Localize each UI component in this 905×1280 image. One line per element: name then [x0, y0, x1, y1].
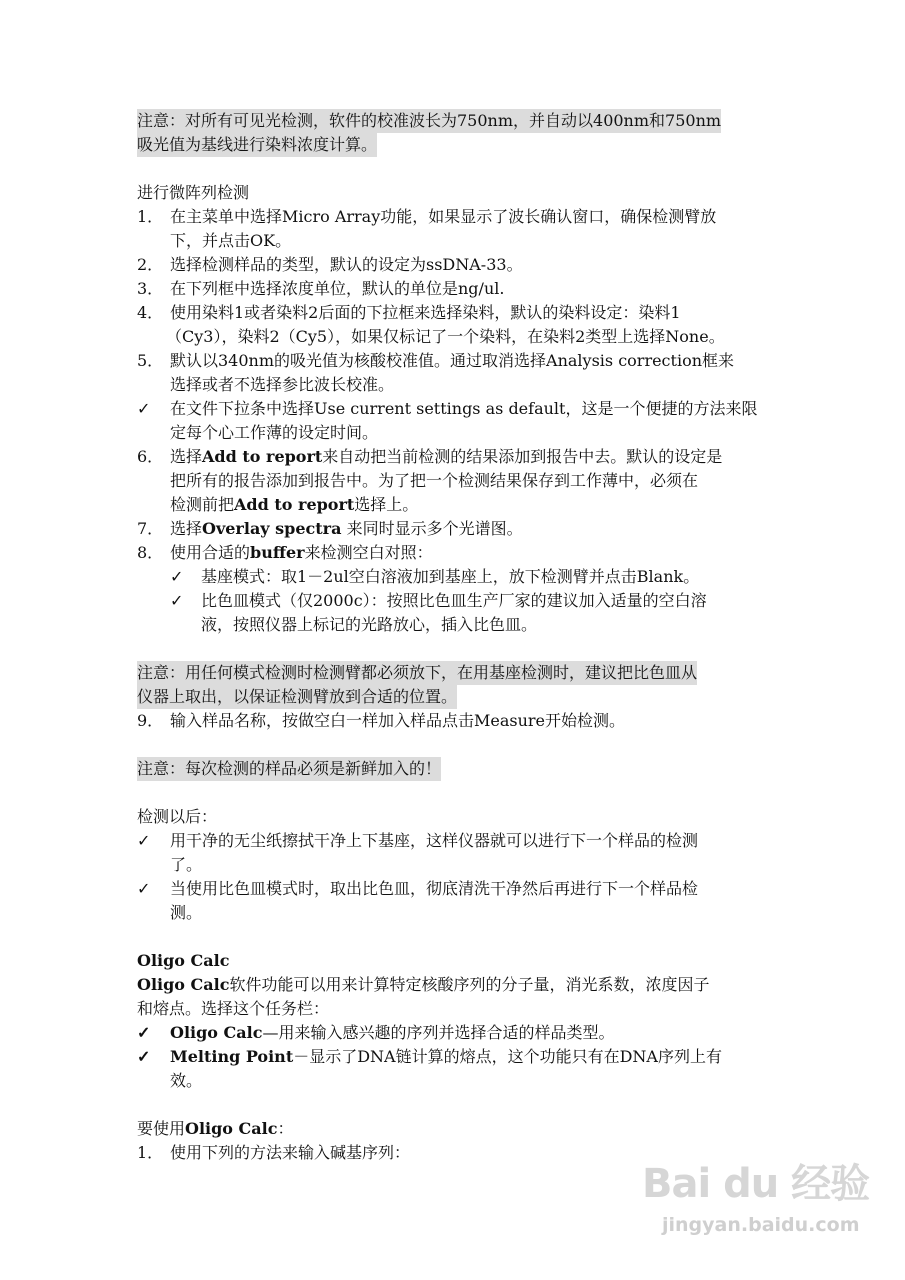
oligo-check-1-text: —用来输入感兴趣的序列并选择合适的样品类型。 [262, 1023, 615, 1042]
item-6-line-3 [170, 493, 418, 517]
item-1-line-2: 下，并点击OK。 [170, 231, 292, 250]
item-8-bold: buffer [250, 543, 305, 562]
item-6-bold-a: Add to report [202, 447, 323, 466]
item-4-line-1: 使用染料1或者染料2后面的下拉框来选择染料，默认的染料设定：染料1 [170, 303, 681, 322]
check-icon: ✓ [137, 831, 151, 850]
item-6-text-a: 选择 [170, 447, 203, 466]
oligo-intro-line-1 [137, 973, 709, 997]
oligo-check-2-text: －显示了DNA链计算的熔点，这个功能只有在DNA序列上有 [293, 1047, 722, 1066]
item-5-number: 5． [137, 351, 164, 370]
item-3-line-1: 在下列框中选择浓度单位，默认的单位是ng/ul. [170, 279, 505, 298]
item-7-line-1 [170, 517, 523, 541]
item-6-number: 6． [137, 447, 164, 466]
oligo-title: Oligo Calc [137, 951, 230, 970]
oligo-check-1-bold: Oligo Calc [170, 1023, 263, 1042]
item-1-line-1: 在主菜单中选择Micro Array功能，如果显示了波长确认窗口，确保检测臂放 [170, 207, 717, 226]
item-4-line-2: （Cy3），染料2（Cy5），如果仅标记了一个染料，在染料2类型上选择None。 [166, 327, 725, 346]
item-5-line-1: 默认以340nm的吸光值为核酸校准值。通过取消选择Analysis correction框来 [170, 351, 735, 370]
oligo-use-text-a: 要使用 [137, 1119, 186, 1138]
note-2-line-1: 注意：用任何模式检测时检测臂都必须放下，在用基座检测时，建议把比色皿从 [137, 661, 697, 685]
sub-2-line-2: 液，按照仪器上标记的光路放心，插入比色皿。 [201, 615, 538, 634]
oligo-intro-bold: Oligo Calc [137, 975, 230, 994]
after-2-line-2: 测。 [170, 903, 203, 922]
item-8-number: 8． [137, 543, 164, 562]
item-6-text-c: 检测前把 [170, 495, 235, 514]
item-7-text-b: 来同时显示多个光谱图。 [341, 519, 523, 538]
oligo-check-2-bold: Melting Point [170, 1047, 294, 1066]
item-9-line-1: 输入样品名称，按做空白一样加入样品点击Measure开始检测。 [170, 711, 626, 730]
item-3-number: 3． [137, 279, 164, 298]
check-icon: ✓ [170, 591, 184, 610]
oligo-check-2-line-1 [170, 1045, 722, 1069]
item-8-line-1 [170, 541, 433, 565]
item-6-line-2: 把所有的报告添加到报告中。为了把一个检测结果保存到工作薄中，必须在 [170, 471, 699, 490]
item-8-text-a: 使用合适的 [170, 543, 251, 562]
oligo-check-1 [170, 1021, 614, 1045]
check-icon: ✓ [137, 1023, 151, 1042]
check-icon: ✓ [137, 879, 151, 898]
item-5-line-2: 选择或者不选择参比波长校准。 [170, 375, 395, 394]
item-7-bold: Overlay spectra [202, 519, 342, 538]
item-6-bold-b: Add to report [234, 495, 355, 514]
after-2-line-1: 当使用比色皿模式时，取出比色皿，彻底清洗干净然后再进行下一个样品检 [170, 879, 699, 898]
item-2-number: 2． [137, 255, 164, 274]
item-7-text-a: 选择 [170, 519, 203, 538]
sub-1-line-1: 基座模式：取1－2ul空白溶液加到基座上，放下检测臂并点击Blank。 [201, 567, 700, 586]
after-1-line-2: 了。 [170, 855, 203, 874]
oligo-check-2-line-2: 效。 [170, 1071, 203, 1090]
note-3: 注意：每次检测的样品必须是新鲜加入的！ [137, 757, 441, 781]
check-1-line-1: 在文件下拉条中选择Use current settings as default，这是一个便捷的方法来限 [170, 399, 758, 418]
watermark-url: jingyan.baidu.com [662, 1214, 860, 1236]
note-1-line-1: 注意：对所有可见光检测，软件的校准波长为750nm，并自动以400nm和750nm [137, 109, 721, 133]
check-1-line-2: 定每个心工作薄的设定时间。 [170, 423, 379, 442]
watermark-logo-text: Bai du 经验 [642, 1161, 870, 1207]
after-heading: 检测以后： [137, 807, 218, 826]
baidu-watermark [642, 1152, 872, 1262]
item-4-number: 4． [137, 303, 164, 322]
after-1-line-1: 用干净的无尘纸擦拭干净上下基座，这样仪器就可以进行下一个样品的检测 [170, 831, 699, 850]
note-1-line-2: 吸光值为基线进行染料浓度计算。 [137, 133, 377, 157]
item-6-text-b: 来自动把当前检测的结果添加到报告中去。默认的设定是 [322, 447, 723, 466]
item-7-number: 7． [137, 519, 164, 538]
sub-2-line-1: 比色皿模式（仅2000c）：按照比色皿生产厂家的建议加入适量的空白溶 [201, 591, 707, 610]
microarray-heading: 进行微阵列检测 [137, 183, 250, 202]
item-9-number: 9． [137, 711, 164, 730]
oligo-intro-text: 软件功能可以用来计算特定核酸序列的分子量，消光系数，浓度因子 [229, 975, 710, 994]
oligo-intro-line-2: 和熔点。选择这个任务栏： [137, 999, 330, 1018]
note-2-line-2: 仪器上取出，以保证检测臂放到合适的位置。 [137, 685, 457, 709]
check-icon: ✓ [137, 1047, 151, 1066]
item-2-line-1: 选择检测样品的类型，默认的设定为ssDNA-33。 [170, 255, 523, 274]
item-6-text-d: 选择上。 [354, 495, 419, 514]
item-1-number: 1． [137, 207, 164, 226]
oligo-use-text-b: ： [277, 1119, 294, 1138]
check-icon: ✓ [170, 567, 184, 586]
oligo-use-bold: Oligo Calc [185, 1119, 278, 1138]
item-8-text-b: 来检测空白对照： [304, 543, 433, 562]
item-6-line-1 [170, 445, 722, 469]
oligo-use-line [137, 1117, 293, 1141]
check-icon: ✓ [137, 399, 151, 418]
step-1-line-1: 使用下列的方法来输入碱基序列： [170, 1143, 411, 1162]
step-1-number: 1． [137, 1143, 164, 1162]
